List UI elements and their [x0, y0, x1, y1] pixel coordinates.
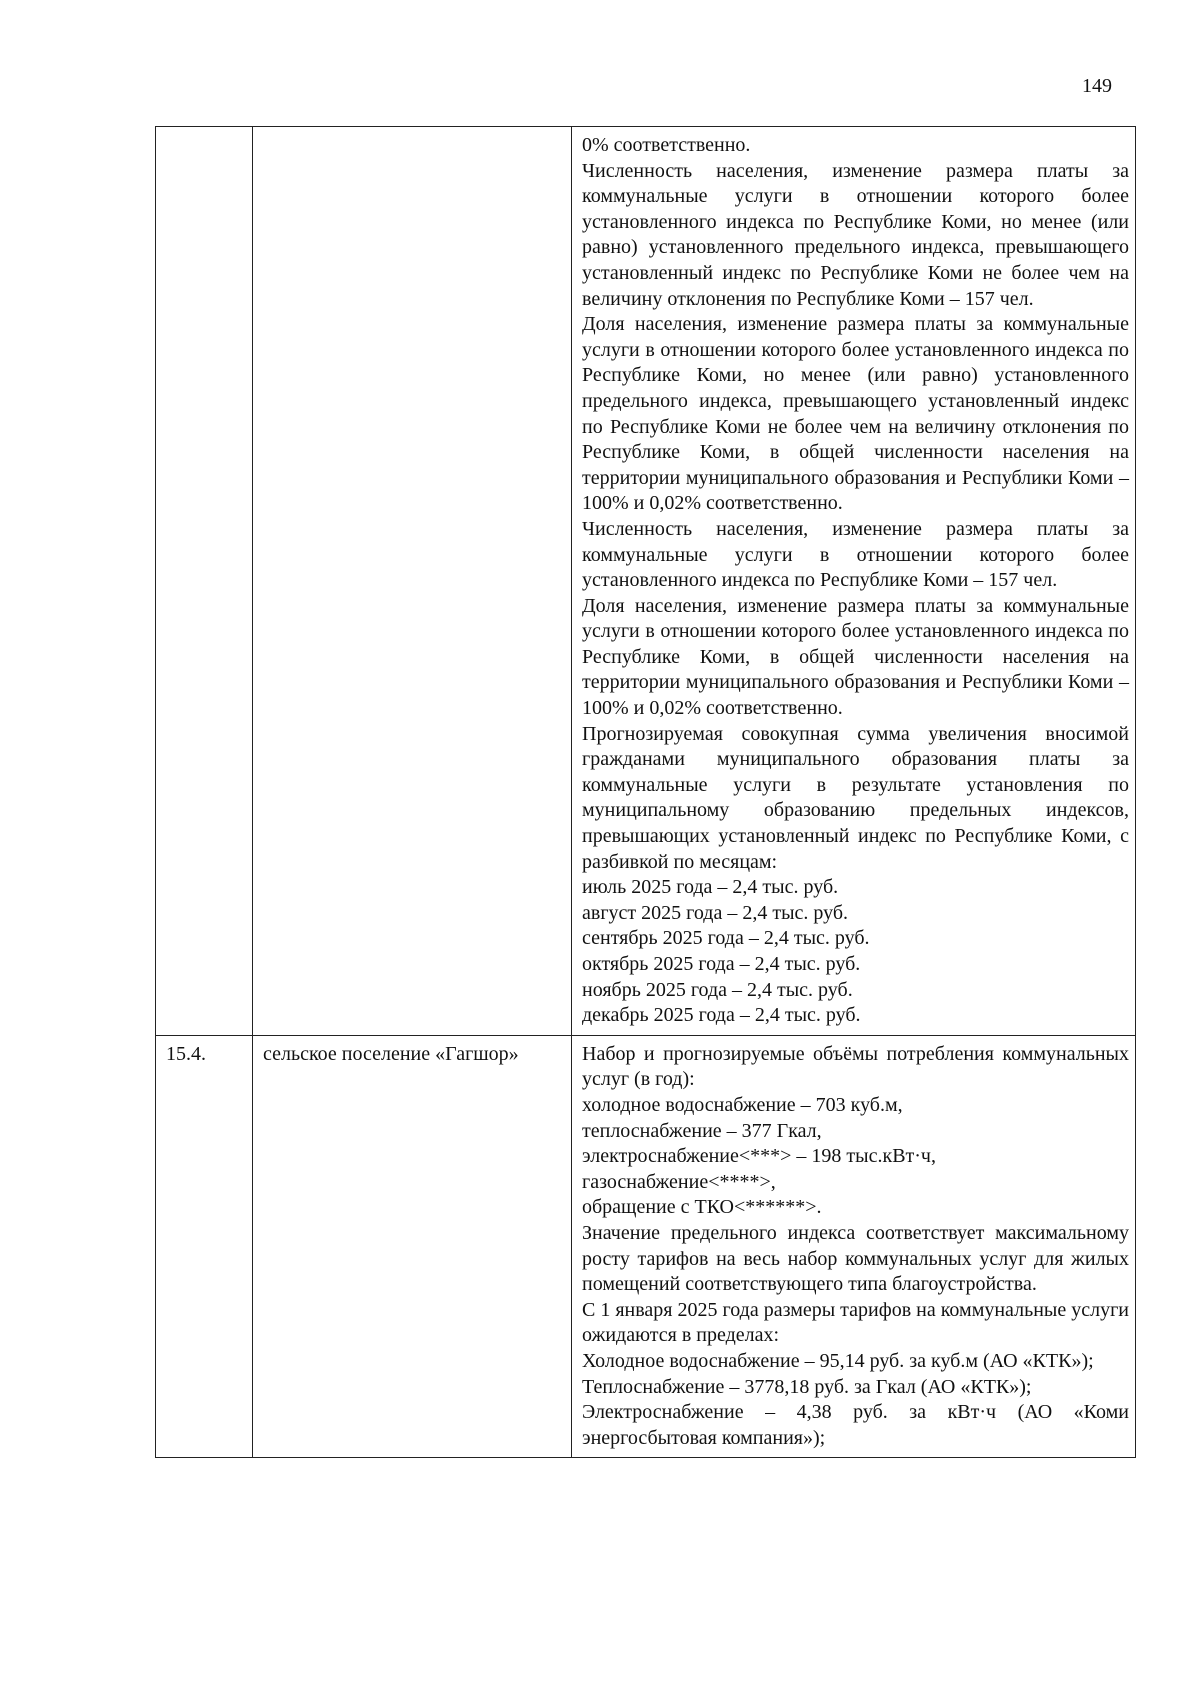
row-number-cell: 15.4. [156, 1035, 253, 1458]
paragraph: Доля населения, изменение размера платы за коммунальные услуги в отношении которого более установленного индекса по Республике Коми, в общей численности населения на территории муниципального образования и Республики Коми – 100% и 0,02% соответственно. [582, 594, 1129, 720]
paragraph: Численность населения, изменение размера платы за коммунальные услуги в отношении которого более установленного индекса по Республике Коми, но менее (или равно) установленного предельного индекса, превышающего установленный индекс по Республике Коми не более чем на величину отклонения по Республике Коми – 157 чел. [582, 159, 1129, 310]
consumption-line: газоснабжение<****>, [582, 1170, 776, 1193]
text-line: 0% соответственно. [582, 134, 751, 156]
paragraph: С 1 января 2025 года размеры тарифов на коммунальные услуги ожидаются в пределах: [582, 1298, 1129, 1347]
consumption-line: теплоснабжение – 377 Гкал, [582, 1119, 822, 1142]
description-cell [572, 1035, 1136, 1458]
table-row [156, 1035, 1136, 1458]
paragraph: Доля населения, изменение размера платы за коммунальные услуги в отношении которого более установленного индекса по Республике Коми, но менее (или равно) установленного предельного индекса, превышающего установленный индекс по Республике Коми не более чем на величину отклонения по Республике Коми, в общей численности населения на территории муниципального образования и Республики Коми – 100% и 0,02% соответственно. [582, 313, 1129, 515]
paragraph: Численность населения, изменение размера платы за коммунальные услуги в отношении которого более установленного индекса по Республике Коми – 157 чел. [582, 517, 1129, 592]
settlement-cell: сельское поселение «Гагшор» [253, 1035, 572, 1458]
document-table [155, 126, 1136, 1458]
monthly-amount-line: октябрь 2025 года – 2,4 тыс. руб. [582, 953, 861, 975]
monthly-amount-line: июль 2025 года – 2,4 тыс. руб. [582, 876, 839, 899]
tariff-line: Электроснабжение – 4,38 руб. за кВт·ч (АО «Коми энергосбытовая компания»); [582, 1401, 1129, 1449]
monthly-amount-line: декабрь 2025 года – 2,4 тыс. руб. [582, 1004, 861, 1027]
row-number-cell [156, 127, 253, 1036]
paragraph: Прогнозируемая совокупная сумма увеличения вносимой гражданами муниципального образования платы за коммунальные услуги в результате установления по муниципальному образованию предельных индексов, превышающих установленный индекс по Республике Коми, с разбивкой по месяцам: [582, 722, 1129, 873]
monthly-amount-line: ноябрь 2025 года – 2,4 тыс. руб. [582, 978, 853, 1001]
monthly-amount-line: август 2025 года – 2,4 тыс. руб. [582, 901, 849, 924]
page-number: 149 [1082, 75, 1112, 97]
description-cell [572, 127, 1136, 1036]
paragraph: Набор и прогнозируемые объёмы потребления коммунальных услуг (в год): [582, 1042, 1129, 1091]
settlement-cell [253, 127, 572, 1036]
paragraph: Значение предельного индекса соответствует максимальному росту тарифов на весь набор коммунальных услуг для жилых помещений соответствующего типа благоустройства. [582, 1221, 1129, 1296]
tariff-line: Теплоснабжение – 3778,18 руб. за Гкал (АО «КТК»); [582, 1375, 1032, 1398]
table-row [156, 127, 1136, 1036]
consumption-line: электроснабжение<***> – 198 тыс.кВт·ч, [582, 1145, 936, 1168]
consumption-line: холодное водоснабжение – 703 куб.м, [582, 1093, 903, 1116]
consumption-line: обращение с ТКО<******>. [582, 1196, 822, 1219]
monthly-amount-line: сентябрь 2025 года – 2,4 тыс. руб. [582, 927, 870, 950]
tariff-line: Холодное водоснабжение – 95,14 руб. за куб.м (АО «КТК»); [582, 1349, 1094, 1372]
